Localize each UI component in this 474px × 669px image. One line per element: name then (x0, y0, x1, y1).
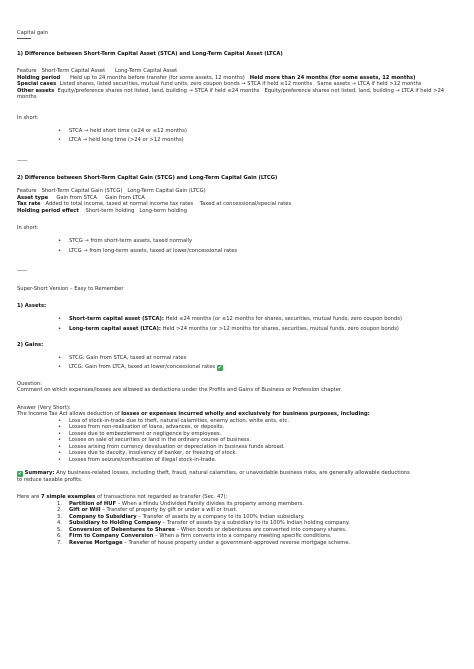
bullet-icon: • (58, 456, 62, 463)
doc-title: Capital gain (17, 30, 49, 36)
bullet-icon: • (58, 417, 62, 424)
list-item: • Losses from seizure/confiscation of illegal stock-in-trade. (58, 456, 217, 463)
transactions-intro: Here are 7 simple examples of transactions not regarded as transfer (Sec. 47): (17, 494, 228, 500)
gains-label: 2) Gains: (17, 341, 44, 348)
row-stcg: Gain from STCA (56, 194, 97, 201)
transactions-list (17, 501, 465, 547)
list-item: • STCG → from short-term assets, taxed normally (58, 238, 193, 244)
bullet-icon: • (58, 364, 62, 370)
section3-heading: Super-Short Version – Easy to Remember (17, 285, 124, 292)
section1-heading: 1) Difference between Short-Term Capital Asset (STCA) and Long-Term Capital Asset (LTCA) (17, 50, 283, 57)
list-item: 7. Reverse Mortgage – Transfer of house property under a government-approved reverse mortgage scheme. (57, 539, 351, 546)
list-item: • Losses from non-realisation of loans, advances, or deposits. (58, 424, 225, 430)
section1-row-other (17, 88, 465, 95)
answer-list (17, 418, 465, 464)
question-label: Question: (17, 380, 42, 387)
list-item: 5. Conversion of Debentures to Shares – When bonds or debentures are converted into company shares. (57, 526, 347, 533)
list-item: • Losses on sale of securities or land in the ordinary course of business. (58, 437, 251, 443)
bullet-icon: • (58, 247, 62, 254)
list-item: • Losses due to embezzlement or negligence by employees. (58, 430, 222, 437)
list-item: • Losses arising from currency devaluation or depreciation in business funds abroad. (58, 443, 285, 450)
check-icon: ✔ (17, 470, 23, 477)
section1-bullet-list (17, 128, 465, 144)
bullet-icon: • (58, 424, 62, 430)
list-item: 1. Partition of HUF – When a Hindu Undivided Family divides its property among members. (57, 500, 304, 507)
section1-in-short: In short: (17, 114, 39, 121)
row-label: Other assets (17, 87, 55, 94)
row-stca: Held up to 24 months before transfer (for some assets, 12 months) (70, 74, 245, 81)
document-page (17, 30, 465, 546)
header-ltcg: Long-Term Capital Gain (LTCG) (127, 188, 206, 194)
list-item: • STCG: Gain from STCA, taxed at normal rates (58, 354, 187, 361)
bullet-icon: • (58, 450, 62, 456)
row-stcg: Added to total income, taxed at normal income tax rates (45, 201, 194, 207)
assets-list (17, 316, 465, 332)
row-label: Holding period effect (17, 207, 79, 214)
row-stcg: Short-term holding (85, 207, 135, 214)
row-label: Asset type (17, 194, 49, 201)
list-item: • STCA → held short time (≤24 or ≤12 months) (58, 127, 187, 134)
section1-row-other-cont: months (17, 94, 37, 100)
row-stca: Listed shares, listed securities, mutual fund units, zero coupon bonds → STCA if held ≤12 months (59, 81, 313, 87)
list-item: • LTCG: Gain from LTCA, taxed at lower/concessional rates ✔ (58, 364, 222, 371)
list-item: • LTCG → from long-term assets, taxed at lower/concessional rates (58, 247, 238, 254)
section2-heading: 2) Difference between Short-Term Capital Gain (STCG) and Long-Term Capital Gain (LTCG) (17, 175, 278, 181)
gains-list (17, 355, 465, 372)
bullet-icon: • (58, 430, 62, 437)
answer-label: Answer (Very Short): (17, 404, 71, 411)
row-ltcg: Gain from LTCA (105, 194, 145, 201)
bullet-icon: • (58, 443, 62, 450)
list-item: • Long-term capital asset (LTCA): Held >24 months (or >12 months for shares, securities, mutual funds, zero coupon bonds) (58, 325, 399, 332)
list-item: • Loss of stock-in-trade due to theft, natural calamities, enemy action, white ants, etc. (58, 417, 290, 424)
list-item: • LTCA → held long time (>24 or >12 months) (58, 137, 184, 143)
list-item: 4. Subsidiary to Holding Company – Transfer of assets by a subsidiary to its 100% Indian holding company. (57, 520, 350, 526)
row-ltca: Equity/preference shares not listed, land, building → LTCA if held >24 (264, 87, 445, 94)
row-stca: Equity/preference shares not listed, land, building → STCA if held ≤24 months (57, 87, 260, 94)
header-stcg: Short-Term Capital Gain (STCG) (41, 188, 123, 194)
bullet-icon: • (58, 325, 62, 332)
header-feature: Feature (17, 188, 37, 194)
row-ltcg: Long-term holding (139, 207, 188, 214)
row-ltcg: Taxed at concessional/special rates (199, 201, 292, 207)
list-item: • Short-term capital asset (STCA): Held ≤24 months (or ≤12 months for shares, securities, mutual funds, zero coupon bonds) (58, 316, 402, 322)
bullet-icon: • (58, 127, 62, 134)
separator-text: —— (17, 268, 28, 274)
separator-line (17, 38, 31, 39)
row-label: Holding period (17, 74, 61, 81)
section2-in-short: In short: (17, 225, 39, 231)
bullet-icon: • (58, 316, 62, 322)
answer-summary: ✔ Summary: Any business-related losses, including theft, fraud, natural calamities, or unavoidable business risks, are generally allowable deductions (17, 469, 410, 477)
row-label: Tax rate (17, 201, 41, 207)
answer-summary-cont: to reduce taxable profits. (17, 476, 83, 483)
list-item: • Losses due to dacoity, insolvency of banker, or freezing of stock. (58, 450, 238, 456)
header-stca: Short-Term Capital Asset (41, 68, 106, 74)
bullet-icon: • (58, 137, 62, 143)
check-icon: ✔ (217, 365, 222, 371)
section2-bullet-list (17, 238, 465, 254)
assets-label: 1) Assets: (17, 303, 47, 309)
separator-text: —— (17, 157, 28, 164)
row-ltca: Same assets → LTCA if held >12 months (317, 81, 422, 87)
question-text: Comment on which expenses/losses are allowed as deductions under the Profits and Gains of Business or Profession chapter. (17, 387, 343, 393)
bullet-icon: • (58, 238, 62, 244)
row-ltca: Held more than 24 months (for some assets, 12 months) (249, 74, 416, 81)
row-label: Special cases (17, 81, 57, 87)
bullet-icon: • (58, 437, 62, 443)
header-ltca: Long-Term Capital Asset (115, 68, 178, 74)
list-item: 2. Gift or Will – Transfer of property by gift or under a will or trust. (57, 507, 238, 513)
answer-intro: The Income Tax Act allows deduction of losses or expenses incurred wholly and exclusively for business purposes, including: (17, 411, 370, 417)
list-item: 3. Company to Subsidiary – Transfer of assets by a company to its 100% Indian subsidiary. (57, 513, 305, 520)
header-feature: Feature (17, 68, 37, 74)
bullet-icon: • (58, 354, 62, 361)
list-item: 6. Firm to Company Conversion – When a firm converts into a company meeting specific conditions. (57, 533, 332, 539)
